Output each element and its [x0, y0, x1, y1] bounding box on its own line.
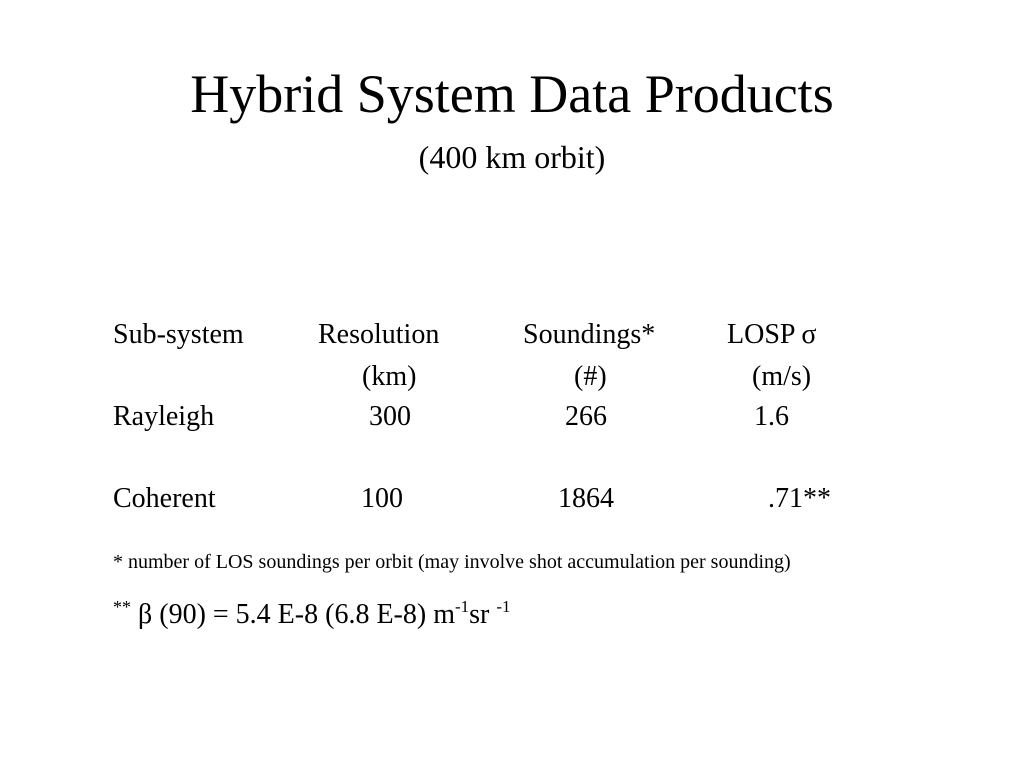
- header-subsystem: Sub-system: [113, 319, 244, 350]
- unit-soundings: (#): [574, 361, 607, 392]
- table-cell: 1.6: [754, 401, 789, 432]
- unit-losp: (m/s): [752, 361, 812, 392]
- footnote-beta: [113, 590, 511, 632]
- slide-subtitle: (400 km orbit): [418, 139, 606, 175]
- footnote-exponent: -1: [454, 597, 470, 616]
- header-losp: LOSP σ: [727, 319, 817, 350]
- footnote-exponent: -1: [496, 597, 511, 616]
- table-cell: 300: [369, 401, 411, 432]
- table-cell: 100: [361, 483, 403, 514]
- table-cell: Coherent: [113, 483, 216, 514]
- unit-resolution: (km): [362, 361, 417, 392]
- table-cell: Rayleigh: [113, 401, 215, 432]
- slide-title: Hybrid System Data Products: [190, 64, 834, 124]
- footnote-mark: **: [113, 597, 131, 617]
- table-cell: 266: [565, 401, 607, 432]
- footnote-unit: sr: [469, 599, 497, 630]
- table-cell: .71**: [768, 483, 831, 514]
- header-resolution: Resolution: [318, 319, 440, 350]
- footnote-soundings: * number of LOS soundings per orbit (may involve shot accumulation per sounding): [113, 551, 791, 573]
- table-cell: 1864: [558, 483, 614, 514]
- header-soundings: Soundings*: [523, 319, 656, 350]
- footnote-beta-text: β (90) = 5.4 E-8 (6.8 E-8) m: [131, 599, 455, 630]
